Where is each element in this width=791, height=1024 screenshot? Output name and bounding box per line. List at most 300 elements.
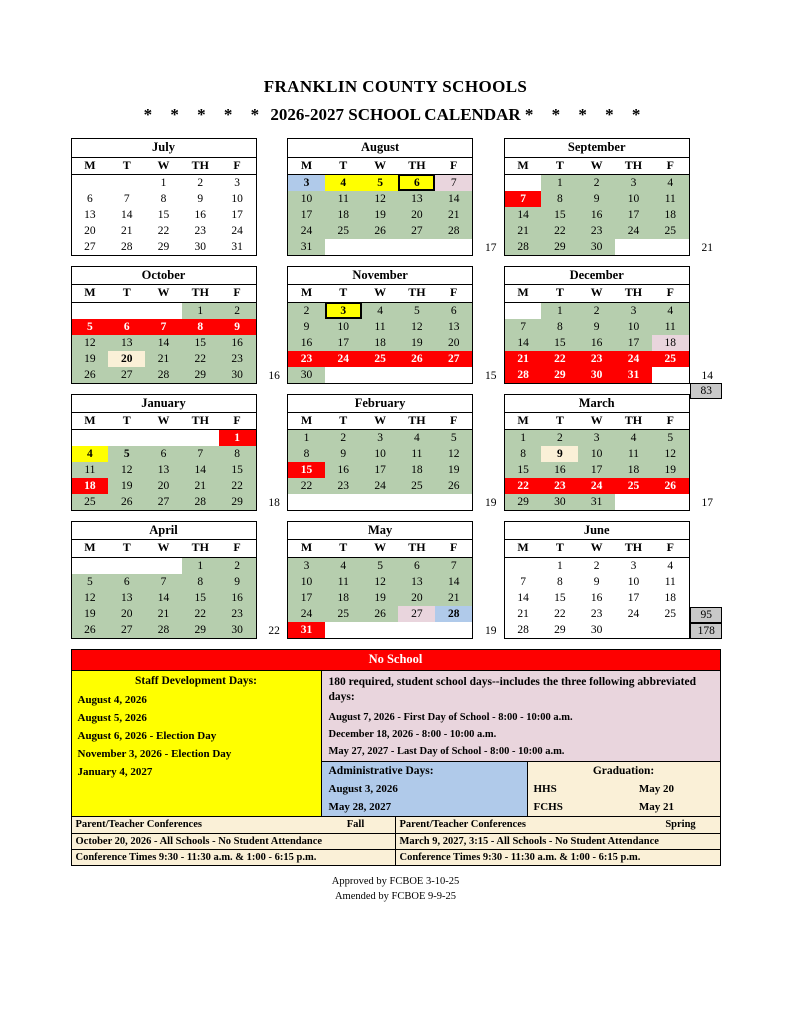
day-cell[interactable]: 25 [72,494,109,510]
day-cell[interactable]: 11 [398,446,435,462]
day-cell[interactable]: 5 [435,430,472,447]
day-cell[interactable]: 20 [108,351,145,367]
day-cell[interactable]: 4 [325,557,362,574]
day-cell[interactable]: 15 [219,462,256,478]
day-cell[interactable]: 10 [362,446,399,462]
day-cell[interactable]: 22 [288,478,325,494]
day-cell[interactable]: 5 [72,319,109,335]
day-cell[interactable]: 2 [182,174,219,191]
day-cell[interactable]: 23 [578,223,615,239]
day-cell[interactable]: 5 [362,557,399,574]
day-cell[interactable]: 13 [72,207,109,223]
day-cell[interactable]: 4 [652,557,689,574]
day-cell[interactable]: 3 [615,557,652,574]
day-cell[interactable]: 16 [325,462,362,478]
day-cell[interactable]: 9 [182,191,219,207]
day-cell[interactable]: 27 [398,606,435,622]
day-cell[interactable]: 1 [288,430,325,447]
day-cell[interactable]: 18 [652,207,689,223]
empty-cell [398,367,435,383]
day-cell[interactable]: 24 [288,606,325,622]
day-cell[interactable]: 28 [145,367,182,383]
graduation-row [534,795,714,813]
day-cell[interactable]: 15 [145,207,182,223]
day-cell[interactable]: 3 [615,302,652,319]
day-cell[interactable]: 6 [145,446,182,462]
day-cell[interactable]: 14 [435,574,472,590]
day-cell[interactable]: 19 [362,590,399,606]
day-cell[interactable]: 4 [72,446,109,462]
day-cell[interactable]: 22 [182,606,219,622]
empty-cell [362,239,399,255]
day-cell[interactable]: 30 [219,367,256,383]
day-cell[interactable]: 26 [362,606,399,622]
month-slot [504,266,721,397]
day-cell[interactable]: 21 [145,606,182,622]
day-cell[interactable]: 12 [72,590,109,606]
day-cell[interactable]: 1 [182,557,219,574]
day-cell[interactable]: 17 [325,335,362,351]
day-cell[interactable]: 2 [541,430,578,447]
day-cell[interactable]: 20 [435,335,472,351]
day-cell[interactable]: 21 [435,207,472,223]
day-cell[interactable]: 25 [652,223,689,239]
day-cell[interactable]: 12 [652,446,689,462]
day-cell[interactable]: 31 [288,239,325,255]
day-cell[interactable]: 29 [541,367,578,383]
day-cell[interactable]: 12 [398,319,435,335]
day-cell[interactable]: 23 [541,478,578,494]
day-cell[interactable]: 10 [219,191,256,207]
day-cell[interactable]: 7 [435,557,472,574]
weekday-header-w: W [578,285,615,302]
day-cell[interactable]: 14 [505,335,542,351]
month-slot [71,394,288,512]
day-cell[interactable]: 25 [362,351,399,367]
weekday-header-w: W [362,540,399,557]
day-cell[interactable]: 11 [362,319,399,335]
day-cell[interactable]: 19 [108,478,145,494]
day-cell[interactable]: 9 [578,574,615,590]
day-cell[interactable]: 22 [541,606,578,622]
day-cell[interactable]: 2 [578,174,615,191]
day-cell[interactable]: 14 [505,590,542,606]
day-cell[interactable]: 23 [182,223,219,239]
day-cell[interactable]: 2 [219,557,256,574]
day-cell[interactable]: 12 [72,335,109,351]
day-cell[interactable]: 14 [435,191,472,207]
day-cell[interactable]: 5 [652,430,689,447]
day-cell[interactable]: 29 [182,367,219,383]
day-cell[interactable]: 30 [288,367,325,383]
approval-footer [0,874,791,906]
day-cell[interactable]: 3 [219,174,256,191]
day-cell[interactable]: 3 [288,174,325,191]
day-cell[interactable]: 13 [108,335,145,351]
day-cell[interactable]: 24 [615,606,652,622]
day-cell[interactable]: 4 [325,174,362,191]
day-cell[interactable]: 8 [505,446,542,462]
day-cell[interactable]: 22 [145,223,182,239]
day-cell[interactable]: 26 [108,494,145,510]
day-cell[interactable]: 19 [652,462,689,478]
day-cell[interactable]: 10 [288,574,325,590]
day-cell[interactable]: 15 [288,462,325,478]
day-cell[interactable]: 7 [505,319,542,335]
day-cell[interactable]: 7 [505,574,542,590]
day-cell[interactable]: 14 [108,207,145,223]
day-cell[interactable]: 5 [398,302,435,319]
day-cell[interactable]: 27 [108,622,145,638]
day-cell[interactable]: 7 [108,191,145,207]
day-cell[interactable]: 20 [398,207,435,223]
administrative-days-header: Administrative Days: [328,764,434,777]
day-cell[interactable]: 18 [362,335,399,351]
day-cell[interactable]: 19 [435,462,472,478]
weekday-header-w: W [145,540,182,557]
day-cell[interactable]: 23 [219,606,256,622]
day-cell[interactable]: 19 [72,351,109,367]
day-cell[interactable]: 26 [72,367,109,383]
day-cell[interactable]: 15 [182,335,219,351]
day-cell[interactable]: 7 [145,319,182,335]
day-cell[interactable]: 12 [362,191,399,207]
day-cell[interactable]: 25 [652,351,689,367]
day-cell[interactable]: 23 [288,351,325,367]
day-cell[interactable]: 12 [108,462,145,478]
day-cell[interactable]: 11 [652,574,689,590]
day-cell[interactable]: 11 [615,446,652,462]
day-cell[interactable]: 27 [398,223,435,239]
day-cell[interactable]: 10 [615,319,652,335]
week-row [288,622,472,638]
day-cell[interactable]: 15 [505,462,542,478]
day-cell[interactable]: 27 [435,351,472,367]
week-row [72,239,256,255]
empty-cell [72,302,109,319]
day-cell[interactable]: 18 [72,478,109,494]
day-cell[interactable]: 29 [145,239,182,255]
day-cell[interactable]: 16 [288,335,325,351]
day-cell[interactable]: 19 [398,335,435,351]
month-day-count: 18 [268,497,280,510]
semester-total-box: 83 [690,383,722,399]
day-cell[interactable]: 8 [541,319,578,335]
day-cell[interactable]: 14 [145,335,182,351]
day-cell[interactable]: 26 [72,622,109,638]
day-cell[interactable]: 19 [72,606,109,622]
day-cell[interactable]: 10 [615,574,652,590]
day-cell[interactable]: 3 [288,557,325,574]
day-cell[interactable]: 13 [398,574,435,590]
day-cell[interactable]: 14 [505,207,542,223]
day-cell[interactable]: 1 [541,302,578,319]
week-row [72,494,256,510]
day-cell[interactable]: 18 [398,462,435,478]
day-cell[interactable]: 8 [219,446,256,462]
month-day-table [288,158,472,255]
day-cell[interactable]: 21 [505,351,542,367]
day-cell[interactable]: 8 [541,574,578,590]
day-cell[interactable]: 2 [325,430,362,447]
day-cell[interactable]: 4 [362,302,399,319]
weekday-header-f: F [435,413,472,430]
day-cell[interactable]: 25 [652,606,689,622]
week-row [72,335,256,351]
day-cell[interactable]: 24 [219,223,256,239]
day-cell[interactable]: 5 [362,174,399,191]
day-cell[interactable]: 10 [288,191,325,207]
day-cell[interactable]: 1 [145,174,182,191]
day-cell[interactable]: 16 [182,207,219,223]
month-name: February [288,395,472,413]
day-cell[interactable]: 8 [182,319,219,335]
right-legend-column [322,671,720,816]
day-cell[interactable]: 1 [541,557,578,574]
day-cell[interactable]: 28 [145,622,182,638]
month-day-count: 14 [701,369,714,382]
day-cell[interactable]: 18 [615,462,652,478]
day-cell[interactable]: 18 [325,207,362,223]
required-days-lead: 180 required, student school days--includes the three following abbreviated days: [328,675,696,704]
day-cell[interactable]: 20 [145,478,182,494]
day-cell[interactable]: 1 [505,430,542,447]
day-cell[interactable]: 19 [362,207,399,223]
day-cell[interactable]: 6 [108,574,145,590]
day-cell[interactable]: 3 [325,302,362,319]
day-cell[interactable]: 9 [219,574,256,590]
day-cell[interactable]: 30 [182,239,219,255]
day-cell[interactable]: 7 [435,174,472,191]
day-cell[interactable]: 18 [652,335,689,351]
day-cell[interactable]: 9 [578,319,615,335]
day-cell[interactable]: 24 [362,478,399,494]
day-cell[interactable]: 15 [182,590,219,606]
day-cell[interactable]: 1 [182,302,219,319]
day-cell[interactable]: 21 [182,478,219,494]
staff-development-item: August 6, 2026 - Election Day [77,729,217,742]
day-cell[interactable]: 6 [398,557,435,574]
day-cell[interactable]: 28 [505,622,542,638]
day-cell[interactable]: 30 [219,622,256,638]
day-cell[interactable]: 28 [108,239,145,255]
day-cell[interactable]: 22 [541,223,578,239]
day-cell[interactable]: 4 [398,430,435,447]
day-cell[interactable]: 16 [541,462,578,478]
staff-development-panel [72,671,322,816]
day-cell[interactable]: 9 [578,191,615,207]
day-cell[interactable]: 13 [145,462,182,478]
day-cell[interactable]: 15 [541,207,578,223]
day-cell[interactable]: 31 [578,494,615,510]
day-cell[interactable]: 4 [652,302,689,319]
day-cell[interactable]: 7 [505,191,542,207]
day-cell[interactable]: 13 [108,590,145,606]
day-cell[interactable]: 27 [72,239,109,255]
day-cell[interactable]: 8 [288,446,325,462]
day-cell[interactable]: 26 [435,478,472,494]
day-cell[interactable]: 6 [108,319,145,335]
day-cell[interactable]: 24 [288,223,325,239]
day-cell[interactable]: 6 [72,191,109,207]
day-cell[interactable]: 17 [615,590,652,606]
day-cell[interactable]: 2 [578,302,615,319]
day-cell[interactable]: 24 [578,478,615,494]
week-row [505,478,689,494]
day-cell[interactable]: 14 [145,590,182,606]
day-cell[interactable]: 21 [108,223,145,239]
day-cell[interactable]: 18 [652,590,689,606]
day-cell[interactable]: 30 [578,622,615,638]
day-cell[interactable]: 9 [288,319,325,335]
day-cell[interactable]: 13 [435,319,472,335]
month-name: June [505,522,689,540]
day-cell[interactable]: 15 [541,335,578,351]
day-cell[interactable]: 29 [505,494,542,510]
day-cell[interactable]: 3 [362,430,399,447]
administrative-days-panel [322,762,528,816]
day-cell[interactable]: 16 [578,335,615,351]
day-cell[interactable]: 31 [219,239,256,255]
day-cell[interactable]: 22 [541,351,578,367]
day-cell[interactable]: 11 [325,574,362,590]
day-cell[interactable]: 26 [398,351,435,367]
day-cell[interactable]: 14 [182,462,219,478]
day-cell[interactable]: 8 [182,574,219,590]
day-cell[interactable]: 27 [145,494,182,510]
day-cell[interactable]: 21 [505,606,542,622]
day-cell[interactable]: 16 [219,590,256,606]
day-cell[interactable]: 29 [182,622,219,638]
day-cell[interactable]: 17 [362,462,399,478]
day-cell[interactable]: 6 [398,174,435,191]
month-row [71,394,721,512]
day-cell[interactable]: 28 [505,239,542,255]
day-cell[interactable]: 29 [541,622,578,638]
day-cell[interactable]: 16 [578,207,615,223]
day-cell[interactable]: 23 [325,478,362,494]
day-cell[interactable]: 20 [72,223,109,239]
day-cell[interactable]: 30 [578,239,615,255]
day-cell[interactable]: 7 [182,446,219,462]
day-cell[interactable]: 29 [541,239,578,255]
day-cell[interactable]: 23 [578,351,615,367]
day-cell[interactable]: 23 [578,606,615,622]
day-cell[interactable]: 31 [615,367,652,383]
day-cell[interactable]: 13 [398,191,435,207]
day-cell[interactable]: 17 [219,207,256,223]
day-cell[interactable]: 12 [435,446,472,462]
month-slot [71,521,288,639]
empty-cell [652,494,689,510]
day-cell[interactable]: 6 [435,302,472,319]
day-cell[interactable]: 24 [325,351,362,367]
day-cell[interactable]: 30 [578,367,615,383]
week-row [72,446,256,462]
week-row [505,207,689,223]
day-cell[interactable]: 21 [145,351,182,367]
day-cell[interactable]: 25 [398,478,435,494]
day-cell[interactable]: 11 [652,191,689,207]
day-cell[interactable]: 17 [578,462,615,478]
day-cell[interactable]: 22 [182,351,219,367]
day-cell[interactable]: 17 [288,207,325,223]
day-cell[interactable]: 29 [219,494,256,510]
day-cell[interactable]: 26 [652,478,689,494]
day-cell[interactable]: 31 [288,622,325,638]
day-cell[interactable]: 15 [541,590,578,606]
day-cell[interactable]: 28 [435,606,472,622]
day-cell[interactable]: 21 [505,223,542,239]
weekday-header-th: TH [398,285,435,302]
day-cell[interactable]: 10 [578,446,615,462]
day-cell[interactable]: 8 [541,191,578,207]
day-cell[interactable]: 12 [362,574,399,590]
day-cell[interactable]: 28 [505,367,542,383]
day-cell[interactable]: 28 [435,223,472,239]
day-cell[interactable]: 23 [219,351,256,367]
day-cell[interactable]: 22 [505,478,542,494]
weekday-header-th: TH [615,540,652,557]
day-cell[interactable]: 8 [145,191,182,207]
empty-cell [145,302,182,319]
day-cell[interactable]: 28 [182,494,219,510]
day-cell[interactable]: 9 [219,319,256,335]
day-cell[interactable]: 11 [652,319,689,335]
day-cell[interactable]: 16 [219,335,256,351]
day-cell[interactable]: 11 [325,191,362,207]
day-cell[interactable]: 1 [219,430,256,447]
day-cell[interactable]: 3 [578,430,615,447]
day-cell[interactable]: 2 [288,302,325,319]
day-cell[interactable]: 11 [72,462,109,478]
day-cell[interactable]: 25 [325,223,362,239]
day-cell[interactable]: 2 [578,557,615,574]
day-cell[interactable]: 7 [145,574,182,590]
day-cell[interactable]: 5 [108,446,145,462]
abbreviated-day-item: August 7, 2026 - First Day of School - 8:00 - 10:00 a.m. [328,711,573,723]
day-cell[interactable]: 16 [578,590,615,606]
day-cell[interactable]: 1 [541,174,578,191]
day-cell[interactable]: 27 [108,367,145,383]
day-cell[interactable]: 17 [615,335,652,351]
weekday-header-m: M [505,158,542,175]
empty-cell [325,494,362,510]
day-cell[interactable]: 30 [541,494,578,510]
day-cell[interactable]: 17 [615,207,652,223]
day-cell[interactable]: 20 [108,606,145,622]
day-cell[interactable]: 24 [615,351,652,367]
day-cell[interactable]: 18 [325,590,362,606]
day-cell[interactable]: 21 [435,590,472,606]
day-cell[interactable]: 3 [615,174,652,191]
day-cell[interactable]: 26 [362,223,399,239]
day-cell[interactable]: 2 [219,302,256,319]
day-cell[interactable]: 17 [288,590,325,606]
day-cell[interactable]: 4 [615,430,652,447]
day-cell[interactable]: 9 [541,446,578,462]
day-cell[interactable]: 9 [325,446,362,462]
day-cell[interactable]: 25 [615,478,652,494]
day-cell[interactable]: 4 [652,174,689,191]
day-cell[interactable]: 24 [615,223,652,239]
day-cell[interactable]: 5 [72,574,109,590]
day-cell[interactable]: 20 [398,590,435,606]
day-cell[interactable]: 10 [615,191,652,207]
day-cell[interactable]: 10 [325,319,362,335]
day-cell[interactable]: 25 [325,606,362,622]
day-cell[interactable]: 22 [219,478,256,494]
